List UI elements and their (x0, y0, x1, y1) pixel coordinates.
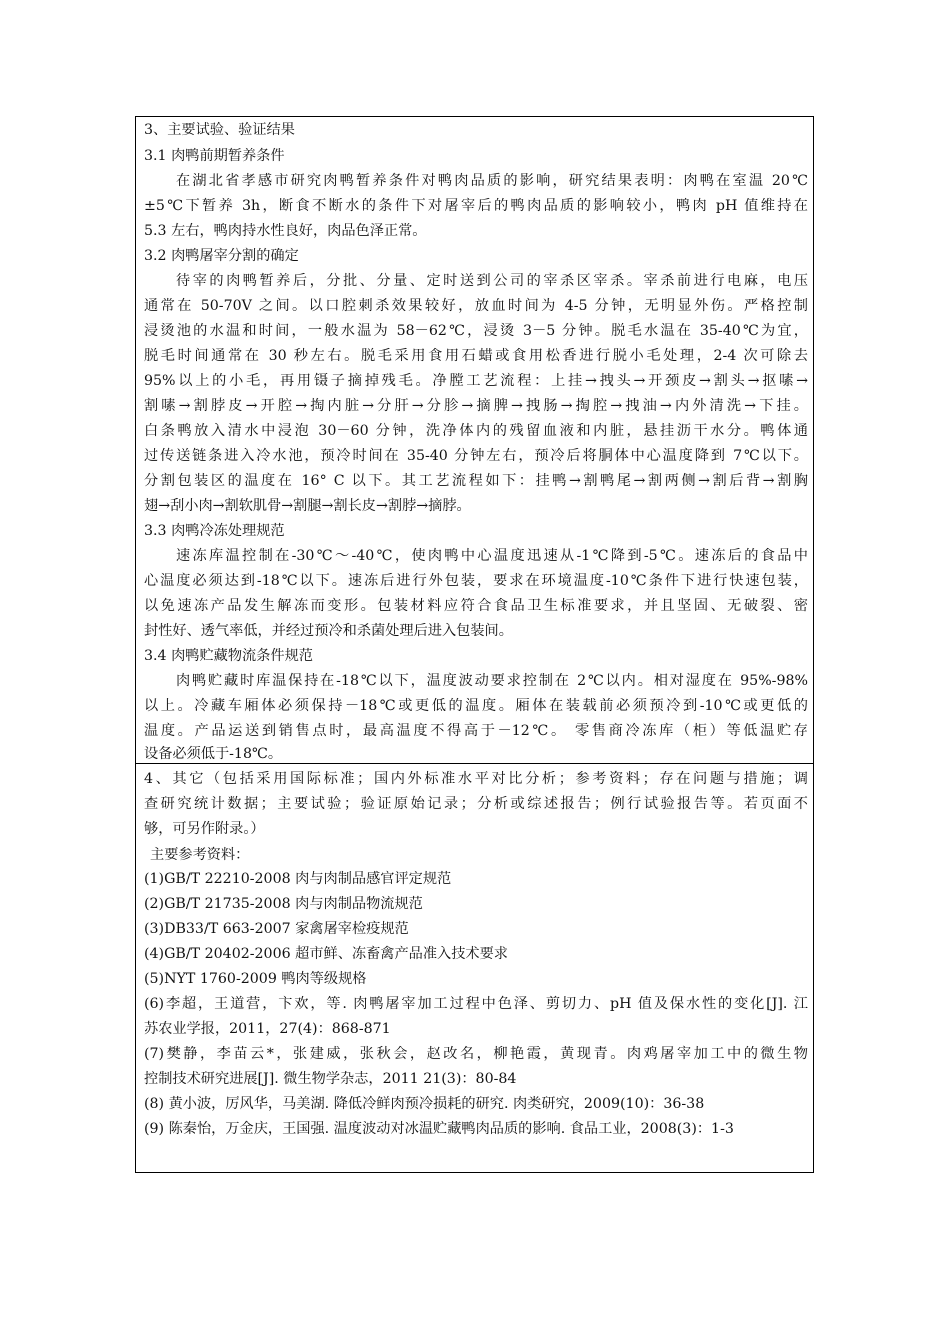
paragraph-line: 5.3 左右，鸭肉持水性良好，肉品色泽正常。 (144, 223, 427, 239)
section3-title: 3、主要试验、验证结果 (144, 122, 295, 138)
section4-intro-line: 够，可另作附录。） (144, 821, 265, 837)
section4-intro-line: 查研究统计数据；主要试验；验证原始记录；分析或综述报告；例行试验报告等。若页面不 (144, 796, 808, 812)
paragraph-line: ±5℃下暂养 3h，断食不断水的条件下对屠宰后的鸭肉品质的影响较小，鸭肉 pH 值维持在 (144, 198, 808, 214)
paragraph-line: 通常在 50-70V 之间。以口腔刺杀效果较好，放血时间为 4-5 分钟，无明显外伤。严格控制 (144, 298, 808, 314)
paragraph-line: 设备必须低于-18℃。 (144, 746, 283, 762)
reference-item: (2)GB/T 21735-2008 肉与肉制品物流规范 (144, 896, 423, 912)
paragraph-line: 以免速冻产品发生解冻而变形。包装材料应符合食品卫生标准要求，并且坚固、无破裂、密 (144, 598, 808, 614)
paragraph-line: 浸烫池的水温和时间，一般水温为 58－62℃，浸烫 3－5 分钟。脱毛水温在 35-40℃为宜， (144, 323, 808, 339)
paragraph-line: 过传送链条进入冷水池，预冷时间在 35-40 分钟左右，预冷后将胴体中心温度降到 7℃以下。 (144, 448, 808, 464)
section33-heading: 3.3 肉鸭冷冻处理规范 (144, 523, 285, 539)
reference-item: (9) 陈秦怡，万金庆，王国强. 温度波动对冰温贮藏鸭肉品质的影响. 食品工业，2008(3)：1-3 (144, 1121, 734, 1137)
paragraph-line: 速冻库温控制在-30℃～-40℃，使肉鸭中心温度迅速从-1℃降到-5℃。速冻后的食品中 (176, 548, 808, 564)
paragraph-line: 95%以上的小毛，再用镊子摘掉残毛。净膛工艺流程：上挂→拽头→开颈皮→割头→抠嗉→ (144, 373, 808, 389)
paragraph-line: 温度。产品运送到销售点时，最高温度不得高于－12℃。 零售商冷冻库（柜）等低温贮存 (144, 723, 808, 739)
paragraph-line: 以上。冷藏车厢体必须保持－18℃或更低的温度。厢体在装载前必须预冷到-10℃或更低的 (144, 698, 808, 714)
reference-item-continued: 苏农业学报，2011，27(4)：868-871 (144, 1021, 391, 1037)
reference-item: (6)李超，王道营，卞欢，等. 肉鸭屠宰加工过程中色泽、剪切力、pH 值及保水性的变化[J]. 江 (144, 996, 808, 1012)
reference-item: (8) 黄小波，厉风华，马美湖. 降低冷鲜肉预冷损耗的研究. 肉类研究，2009(10)：36-38 (144, 1096, 705, 1112)
section34-heading: 3.4 肉鸭贮藏物流条件规范 (144, 648, 313, 664)
paragraph-line: 割嗉→割脖皮→开腔→掏内脏→分肝→分胗→摘脾→拽肠→掏腔→拽油→内外清洗→下挂。 (144, 398, 808, 414)
paragraph-line: 分割包装区的温度在 16° C 以下。其工艺流程如下：挂鸭→割鸭尾→割两侧→割后背→割胸 (144, 473, 808, 489)
paragraph-line: 脱毛时间通常在 30 秒左右。脱毛采用食用石蜡或食用松香进行脱小毛处理，2-4 次可除去 (144, 348, 808, 364)
reference-item: (7)樊静，李苗云*，张建威，张秋会，赵改名，柳艳霞，黄现青。肉鸡屠宰加工中的微生物 (144, 1046, 808, 1062)
section4-intro-line: 4、其它（包括采用国际标准；国内外标准水平对比分析；参考资料；存在问题与措施；调 (144, 771, 808, 787)
paragraph-line: 封性好、透气率低，并经过预冷和杀菌处理后进入包装间。 (144, 623, 513, 639)
paragraph-line: 待宰的肉鸭暂养后，分批、分量、定时送到公司的宰杀区宰杀。宰杀前进行电麻，电压 (176, 273, 808, 289)
paragraph-line: 心温度必须达到-18℃以下。速冻后进行外包装，要求在环境温度-10℃条件下进行快速包装， (144, 573, 808, 589)
reference-item: (5)NYT 1760-2009 鸭肉等级规格 (144, 971, 367, 987)
section31-heading: 3.1 肉鸭前期暂养条件 (144, 148, 285, 164)
paragraph-line: 肉鸭贮藏时库温保持在-18℃以下，温度波动要求控制在 2℃以内。相对湿度在 95%-98% (176, 673, 808, 689)
paragraph-line: 翅→刮小肉→割软肌骨→割腿→割长皮→割脖→摘脖。 (144, 498, 471, 514)
section32-heading: 3.2 肉鸭屠宰分割的确定 (144, 248, 299, 264)
references-heading: 主要参考资料： (150, 847, 250, 863)
reference-item-continued: 控制技术研究进展[J]. 微生物学杂志，2011 21(3)：80-84 (144, 1071, 517, 1087)
reference-item: (3)DB33/T 663-2007 家禽屠宰检疫规范 (144, 921, 409, 937)
paragraph-line: 在湖北省孝感市研究肉鸭暂养条件对鸭肉品质的影响，研究结果表明：肉鸭在室温 20℃ (176, 173, 808, 189)
paragraph-line: 白条鸭放入清水中浸泡 30－60 分钟，洗净体内的残留血液和内脏，悬挂沥干水分。鸭体通 (144, 423, 808, 439)
reference-item: (4)GB/T 20402-2006 超市鲜、冻畜禽产品准入技术要求 (144, 946, 508, 962)
reference-item: (1)GB/T 22210-2008 肉与肉制品感官评定规范 (144, 871, 452, 887)
